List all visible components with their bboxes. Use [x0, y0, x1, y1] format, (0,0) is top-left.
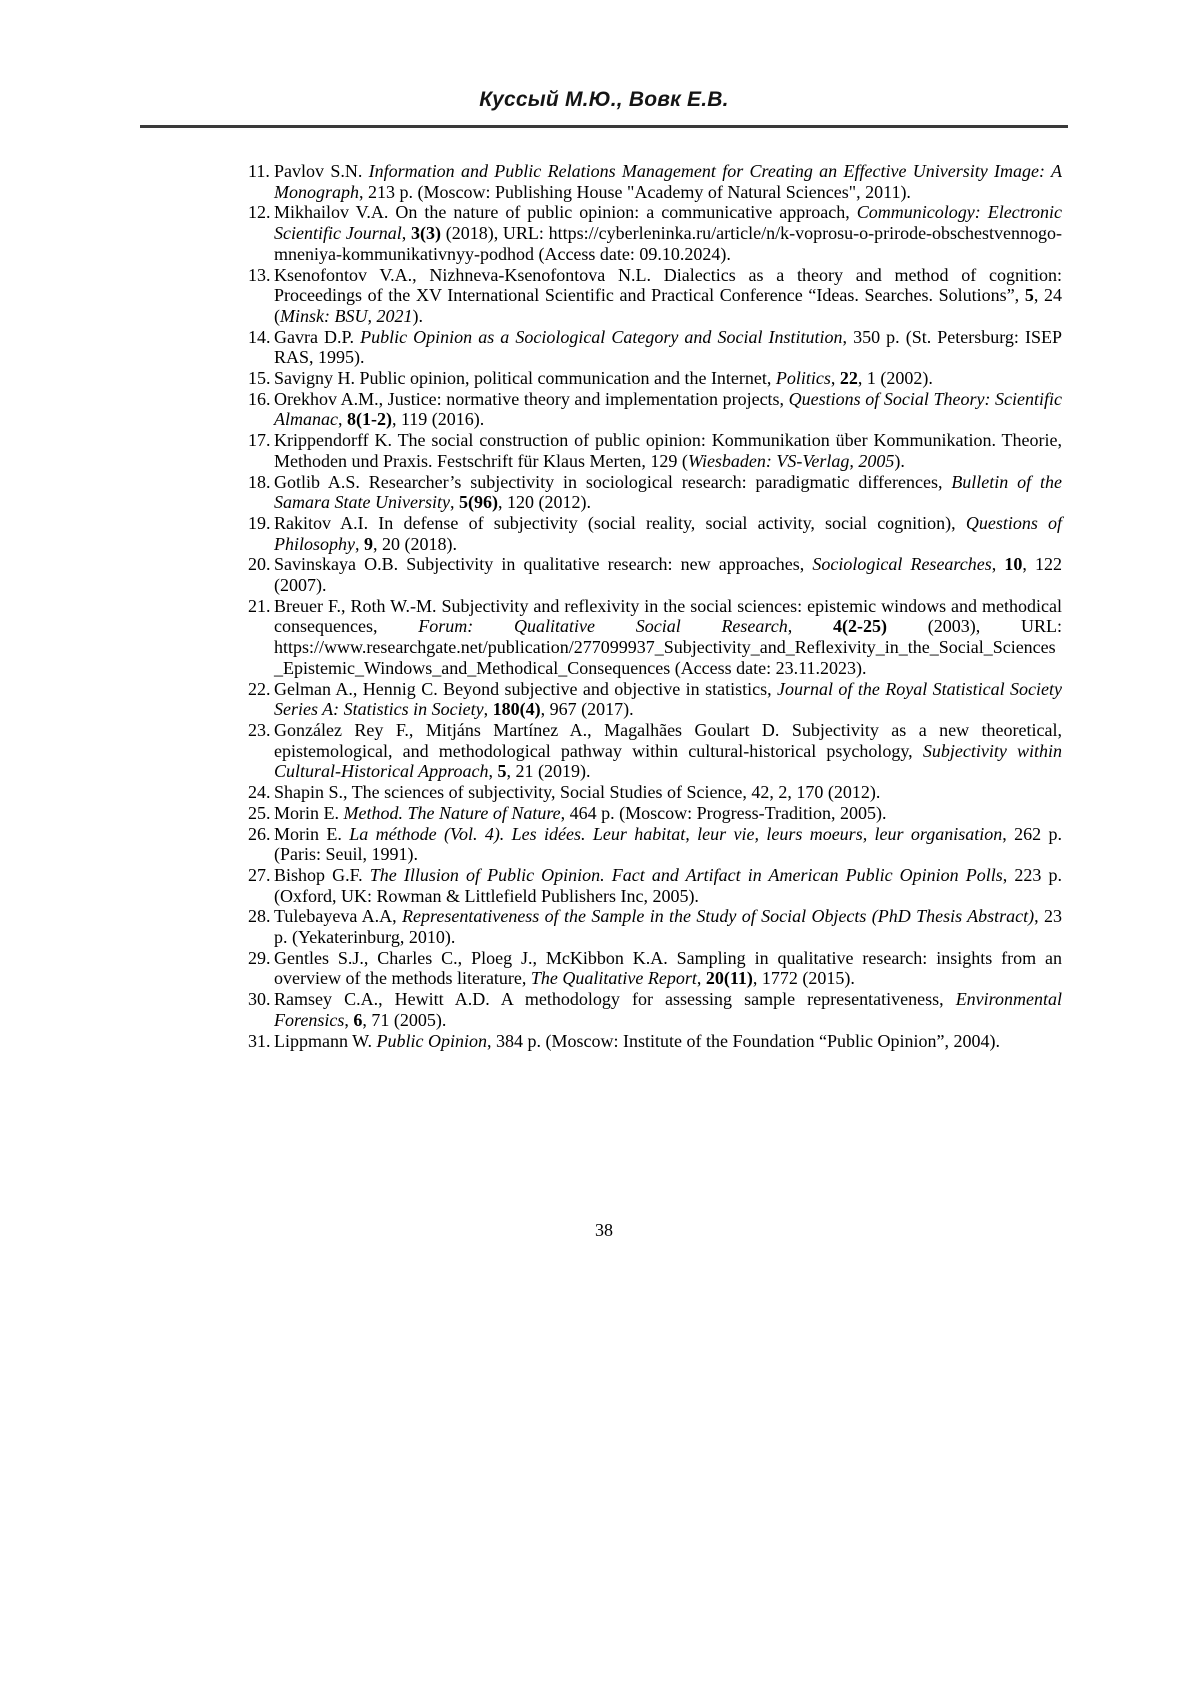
reference-item	[248, 265, 1062, 327]
reference-number: 28.	[248, 906, 271, 927]
reference-text-segment: Politics	[775, 368, 831, 389]
reference-text-segment: ,	[483, 699, 493, 720]
reference-text-segment: ,	[449, 492, 459, 513]
reference-text-segment: Subjectivity within Cultural-Historical Approach	[274, 740, 1062, 782]
page-content	[140, 0, 1068, 1240]
reference-text-segment: ,	[355, 533, 364, 554]
reference-item	[248, 430, 1062, 471]
reference-text-segment: The Qualitative Report	[530, 968, 697, 989]
reference-text-segment: The Illusion of Public Opinion. Fact and Artifact in American Public Opinion Polls	[369, 864, 1003, 885]
reference-text-segment: 3(3)	[410, 223, 441, 244]
reference-item	[248, 554, 1062, 595]
reference-text-segment: ).	[894, 450, 905, 471]
reference-number: 13.	[248, 264, 271, 285]
reference-text-segment: Tulebayeva A.A,	[274, 906, 403, 927]
reference-text-segment: , 1 (2002).	[857, 368, 933, 389]
reference-text-segment: Minsk: BSU, 2021	[280, 305, 413, 326]
reference-text-segment: Questions of Philosophy	[274, 512, 1062, 554]
reference-number: 16.	[248, 388, 271, 409]
reference-text-segment: , 23 p. (Yekaterinburg, 2010).	[274, 906, 1063, 948]
reference-text-segment: , 21 (2019).	[506, 761, 591, 782]
reference-text-segment: , 71 (2005).	[362, 1009, 447, 1030]
reference-text-segment: Mikhailov V.A. On the nature of public opinion: a communicative approach,	[274, 202, 857, 223]
reference-item	[248, 803, 1062, 824]
reference-text-segment: La méthode (Vol. 4). Les idées. Leur habitat, leur vie, leurs moeurs, leur organisation	[349, 823, 1003, 844]
reference-list	[248, 161, 1062, 1051]
reference-number: 23.	[248, 719, 271, 740]
reference-text-segment: , 384 p. (Moscow: Institute of the Foundation “Public Opinion”, 2004).	[487, 1030, 1000, 1051]
reference-number: 21.	[248, 595, 271, 616]
reference-text-segment: ,	[344, 1009, 354, 1030]
reference-text-segment: Gotlib A.S. Researcher’s subjectivity in sociological research: paradigmatic differences,	[274, 471, 952, 492]
reference-text-segment: Journal of the Royal Statistical Society Series A: Statistics in Society	[274, 678, 1062, 720]
reference-item	[248, 368, 1062, 389]
reference-text-segment: , 464 p. (Moscow: Progress-Tradition, 2005).	[560, 802, 887, 823]
reference-text-segment: Method. The Nature of Nature	[343, 802, 561, 823]
reference-text-segment: , 20 (2018).	[373, 533, 457, 554]
reference-item	[248, 948, 1062, 989]
reference-text-segment: Savinskaya O.B. Subjectivity in qualitative research: new approaches,	[274, 554, 813, 575]
reference-number: 17.	[248, 430, 271, 451]
reference-item	[248, 679, 1062, 720]
reference-text-segment: Gentles S.J., Charles C., Ploeg J., McKibbon K.A. Sampling in qualitative research: insights from an overview of the methods literature,	[274, 947, 1062, 989]
reference-item	[248, 782, 1062, 803]
reference-item	[248, 865, 1062, 906]
reference-text-segment: , 350 p. (St. Petersburg: ISEP RAS, 1995).	[274, 326, 1062, 368]
reference-text-segment: ,	[488, 761, 498, 782]
reference-text-segment: 9	[364, 533, 373, 554]
reference-text-segment: 6	[353, 1009, 363, 1030]
reference-text-segment: , 1772 (2015).	[752, 968, 855, 989]
reference-text-segment: Rakitov A.I. In defense of subjectivity (social reality, social activity, social cognition),	[274, 512, 966, 533]
reference-text-segment: Savigny H. Public opinion, political communication and the Internet,	[274, 368, 776, 389]
reference-item	[248, 824, 1062, 865]
reference-item	[248, 906, 1062, 947]
reference-text-segment: 5	[497, 761, 507, 782]
reference-text-segment: Ramsey C.A., Hewitt A.D. A methodology for assessing sample representativeness,	[274, 989, 956, 1010]
reference-text-segment: ,	[337, 409, 347, 430]
reference-number: 19.	[248, 512, 271, 533]
reference-text-segment: Orekhov A.M., Justice: normative theory and implementation projects,	[274, 388, 789, 409]
reference-text-segment: , 967 (2017).	[540, 699, 634, 720]
reference-text-segment: ,	[401, 223, 411, 244]
page-header	[140, 88, 1068, 128]
reference-text-segment: Breuer F., Roth W.-M. Subjectivity and reflexivity in the social sciences: epistemic windows and methodical consequences,	[274, 595, 1062, 637]
reference-text-segment: ).	[412, 305, 423, 326]
reference-text-segment: , 213 p. (Moscow: Publishing House "Academy of Natural Sciences", 2011).	[359, 181, 911, 202]
reference-text-segment: Sociological Researches	[812, 554, 992, 575]
reference-text-segment: Bulletin of the Samara State University	[274, 471, 1062, 513]
reference-text-segment: ,	[991, 554, 1005, 575]
reference-text-segment: , 223 p. (Oxford, UK: Rowman & Littlefield Publishers Inc, 2005).	[274, 864, 1062, 906]
reference-text-segment: Ksenofontov V.A., Nizhneva-Ksenofontova N.L. Dialectics as a theory and method of cognition: Proceedings of the XV International Scientific and Practical Conference “Ideas. Searches. Solutions”,	[274, 264, 1062, 306]
reference-text-segment: Public Opinion as a Sociological Category and Social Institution	[360, 326, 843, 347]
reference-text-segment: , 119 (2016).	[391, 409, 485, 430]
reference-text-segment: Bishop G.F.	[274, 864, 370, 885]
page-number: 38	[595, 1220, 613, 1240]
reference-text-segment: (2003), URL: https://www.researchgate.net/publication/277099937_Subjectivity_and_Reflexivity_in_the_Social_Sciences_Epistemic_Windows_and_Methodical_Consequences (Access date: 23.11.2023).	[274, 616, 1062, 678]
running-title: Куссый М.Ю., Вовк Е.В.	[479, 88, 729, 111]
reference-text-segment: 5(96)	[458, 492, 498, 513]
reference-text-segment: Morin E.	[274, 823, 350, 844]
reference-text-segment: Gavra D.P.	[274, 326, 361, 347]
reference-number: 29.	[248, 947, 271, 968]
reference-text-segment: Communicology: Electronic Scientific Journal	[274, 202, 1062, 244]
reference-text-segment: 20(11)	[705, 968, 753, 989]
reference-text-segment: González Rey F., Mitjáns Martínez A., Magalhães Goulart D. Subjectivity as a new theoretical, epistemological, and methodological pathway within cultural-historical psychology,	[274, 719, 1062, 761]
reference-text-segment: Forum: Qualitative Social Research	[418, 616, 788, 637]
reference-item	[248, 202, 1062, 264]
reference-text-segment: Representativeness of the Sample in the Study of Social Objects (PhD Thesis Abstract)	[402, 906, 1035, 927]
reference-number: 26.	[248, 823, 271, 844]
reference-item	[248, 989, 1062, 1030]
reference-text-segment: , 262 p. (Paris: Seuil, 1991).	[274, 823, 1063, 865]
reference-text-segment: 180(4)	[492, 699, 541, 720]
reference-text-segment: , 120 (2012).	[497, 492, 591, 513]
reference-item	[248, 389, 1062, 430]
reference-text-segment: ,	[830, 368, 840, 389]
reference-number: 22.	[248, 678, 271, 699]
reference-number: 15.	[248, 368, 271, 389]
reference-text-segment: Pavlov S.N.	[274, 161, 369, 181]
reference-text-segment: Questions of Social Theory: Scientific Almanac	[274, 388, 1063, 430]
reference-number: 11.	[248, 161, 270, 181]
reference-number: 14.	[248, 326, 271, 347]
reference-text-segment: 5	[1024, 285, 1034, 306]
reference-text-segment: 22	[839, 368, 858, 389]
reference-text-segment: ,	[696, 968, 706, 989]
reference-number: 30.	[248, 989, 271, 1010]
reference-text-segment: Gelman A., Hennig C. Beyond subjective and objective in statistics,	[274, 678, 777, 699]
reference-number: 20.	[248, 554, 271, 575]
reference-number: 31.	[248, 1030, 271, 1051]
reference-number: 12.	[248, 202, 271, 223]
reference-text-segment: Public Opinion	[376, 1030, 487, 1051]
reference-text-segment: Shapin S., The sciences of subjectivity, Social Studies of Science, 42, 2, 170 (2012).	[274, 782, 881, 803]
reference-text-segment: 8(1-2)	[346, 409, 392, 430]
reference-text-segment: ,	[787, 616, 834, 637]
reference-item	[248, 161, 1062, 202]
reference-item	[248, 1031, 1062, 1052]
header-rule	[140, 125, 1068, 128]
reference-number: 24.	[248, 782, 271, 803]
reference-item	[248, 720, 1062, 782]
reference-text-segment: 10	[1004, 554, 1023, 575]
reference-item	[248, 327, 1062, 368]
reference-item	[248, 472, 1062, 513]
reference-item	[248, 596, 1062, 679]
reference-number: 27.	[248, 864, 271, 885]
reference-number: 25.	[248, 802, 271, 823]
reference-text-segment: Morin E.	[274, 802, 344, 823]
reference-text-segment: Environmental Forensics	[274, 989, 1062, 1030]
reference-text-segment: Information and Public Relations Management for Creating an Effective University Image: A Monograph	[274, 161, 1063, 202]
reference-text-segment: 4(2-25)	[833, 616, 887, 637]
reference-item	[248, 513, 1062, 554]
reference-number: 18.	[248, 471, 271, 492]
reference-text-segment: , 24 (	[274, 285, 1063, 326]
reference-text-segment: Lippmann W.	[274, 1030, 377, 1051]
reference-text-segment: Wiesbaden: VS-Verlag, 2005	[687, 450, 895, 471]
reference-text-segment: (2018), URL: https://cyberleninka.ru/article/n/k-voprosu-o-prirode-obschestvennogo-mneniya-kommunikativnyy-podhod (Access date: 09.10.2024).	[274, 223, 1063, 264]
reference-text-segment: , 122 (2007).	[274, 554, 1062, 596]
reference-text-segment: Krippendorff K. The social construction of public opinion: Kommunikation über Kommunikation. Theorie, Methoden und Praxis. Festschrift für Klaus Merten, 129 (	[274, 430, 1062, 471]
